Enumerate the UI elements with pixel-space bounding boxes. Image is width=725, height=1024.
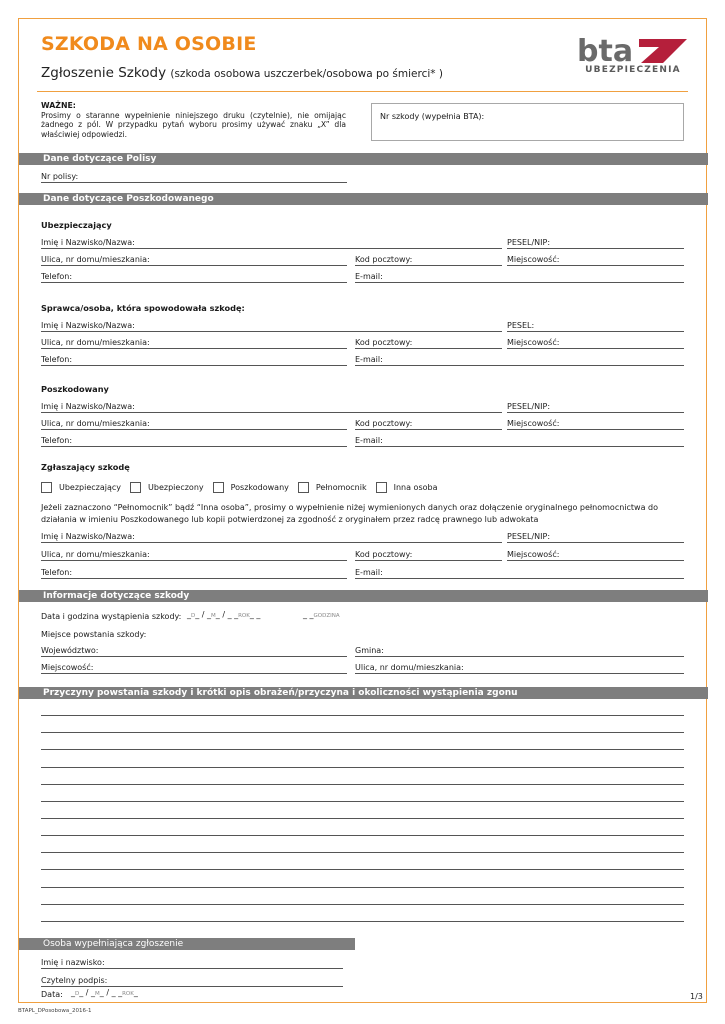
logo-text: bta xyxy=(577,34,634,67)
victim-heading: Poszkodowany xyxy=(41,384,109,394)
description-line[interactable] xyxy=(41,904,684,905)
insured-phone-field[interactable]: Telefon: xyxy=(41,271,347,283)
checkbox-other[interactable] xyxy=(376,482,387,493)
description-line[interactable] xyxy=(41,767,684,768)
section-claim-info-header: Informacje dotyczące szkody xyxy=(19,590,708,602)
claim-date-input[interactable]: _D_ / _M_ / _ _ROK_ _ xyxy=(187,610,261,619)
filler-date-input[interactable]: _D_ / _M_ / _ _ROK_ xyxy=(71,988,138,997)
reporter-street-field[interactable]: Ulica, nr domu/mieszkania: xyxy=(41,549,347,561)
locality-field[interactable]: Miejscowość: xyxy=(41,662,347,674)
reporter-email-field[interactable]: E-mail: xyxy=(355,567,684,579)
checkbox-other-label: Inna osoba xyxy=(393,483,438,492)
victim-phone-field[interactable]: Telefon: xyxy=(41,435,347,447)
section-filler-header: Osoba wypełniająca zgłoszenie xyxy=(19,938,355,950)
description-line[interactable] xyxy=(41,887,684,888)
form-code: BTAPL_DPosobowa_2016-1 xyxy=(18,1008,92,1014)
checkbox-attorney[interactable] xyxy=(298,482,309,493)
claim-hour-hint: GODZINA xyxy=(313,613,340,619)
perpetrator-email-field[interactable]: E-mail: xyxy=(355,354,684,366)
reporter-heading: Zgłaszający szkodę xyxy=(41,462,130,472)
claim-number-label: Nr szkody (wypełnia BTA): xyxy=(380,112,485,121)
checkbox-insurer-label: Ubezpieczający xyxy=(59,483,122,492)
checkbox-victim-label: Poszkodowany xyxy=(230,483,289,492)
bta-logo-icon xyxy=(575,33,687,67)
claim-year-hint: ROK xyxy=(238,613,250,619)
reporter-note: Jeżeli zaznaczono “Pełnomocnik” bądź “Inna osoba”, prosimy o wypełnienie niżej wymienionych danych oraz dołączenie oryginalnego pełnomocnictwa do działania w imieniu Poszkodowanego lub kopii potwierdzonej za zgodność z oryginałem przez radcę prawnego lub adwokata xyxy=(41,503,659,524)
form-page xyxy=(18,18,707,1003)
perpetrator-name-field[interactable]: Imię i Nazwisko/Nazwa: xyxy=(41,320,502,332)
description-line[interactable] xyxy=(41,835,684,836)
description-line[interactable] xyxy=(41,784,684,785)
victim-email-field[interactable]: E-mail: xyxy=(355,435,684,447)
voivodeship-field[interactable]: Województwo: xyxy=(41,645,347,657)
policy-number-field[interactable]: Nr polisy: xyxy=(41,171,347,183)
reporter-name-field[interactable]: Imię i Nazwisko/Nazwa: xyxy=(41,531,502,543)
victim-city-field[interactable]: Miejscowość: xyxy=(507,418,684,430)
filler-day-hint: D xyxy=(75,991,80,997)
victim-postal-field[interactable]: Kod pocztowy: xyxy=(355,418,502,430)
claim-time-input[interactable]: _ _GODZINA xyxy=(303,610,340,619)
section-causes-header: Przyczyny powstania szkody i krótki opis obrażeń/przyczyna i okoliczności wystąpienia zgonu xyxy=(19,687,708,699)
claim-number-box[interactable] xyxy=(371,103,684,141)
header-divider xyxy=(37,91,688,92)
claim-month-hint: M xyxy=(211,613,216,619)
claim-date-label: Data i godzina wystąpienia szkody: xyxy=(41,612,182,621)
form-title: SZKODA NA OSOBIE xyxy=(41,33,257,55)
description-line[interactable] xyxy=(41,818,684,819)
description-line[interactable] xyxy=(41,715,684,716)
checkbox-insurer[interactable] xyxy=(41,482,52,493)
insured-pesel-field[interactable]: PESEL/NIP: xyxy=(507,237,684,249)
form-subtitle xyxy=(41,65,443,81)
section-policy-header: Dane dotyczące Polisy xyxy=(19,153,708,165)
filler-name-field[interactable]: Imię i nazwisko: xyxy=(41,957,343,969)
insured-name-field[interactable]: Imię i Nazwisko/Nazwa: xyxy=(41,237,502,249)
perpetrator-postal-field[interactable]: Kod pocztowy: xyxy=(355,337,502,349)
victim-name-field[interactable]: Imię i Nazwisko/Nazwa: xyxy=(41,401,502,413)
subtitle-main: Zgłoszenie Szkody xyxy=(41,65,167,81)
checkbox-insured-label: Ubezpieczony xyxy=(148,483,204,492)
insured-street-field[interactable]: Ulica, nr domu/mieszkania: xyxy=(41,254,347,266)
insured-city-field[interactable]: Miejscowość: xyxy=(507,254,684,266)
page-number: 1/3 xyxy=(690,992,703,1001)
perpetrator-pesel-field[interactable]: PESEL: xyxy=(507,320,684,332)
description-line[interactable] xyxy=(41,921,684,922)
description-line[interactable] xyxy=(41,732,684,733)
description-line[interactable] xyxy=(41,749,684,750)
important-notice xyxy=(41,101,346,139)
perpetrator-phone-field[interactable]: Telefon: xyxy=(41,354,347,366)
reporter-options xyxy=(41,482,447,493)
notice-text: Prosimy o staranne wypełnienie niniejszego druku (czytelnie), nie omijając żadnego z pól. W przypadku pytań wyboru prosimy używać znaku „X” dla właściwiej odpowiedzi. xyxy=(41,110,346,139)
victim-pesel-field[interactable]: PESEL/NIP: xyxy=(507,401,684,413)
insured-postal-field[interactable]: Kod pocztowy: xyxy=(355,254,502,266)
reporter-postal-field[interactable]: Kod pocztowy: xyxy=(355,549,502,561)
description-line[interactable] xyxy=(41,852,684,853)
claim-street-field[interactable]: Ulica, nr domu/mieszkania: xyxy=(355,662,684,674)
description-line[interactable] xyxy=(41,869,684,870)
claim-day-hint: D xyxy=(191,613,196,619)
checkbox-attorney-label: Pełnomocnik xyxy=(315,483,367,492)
insured-heading: Ubezpieczający xyxy=(41,220,112,230)
notice-heading: WAŻNE: xyxy=(41,101,76,110)
perpetrator-heading: Sprawca/osoba, która spowodowała szkodę: xyxy=(41,303,245,313)
checkbox-victim[interactable] xyxy=(213,482,224,493)
insured-email-field[interactable]: E-mail: xyxy=(355,271,684,283)
victim-street-field[interactable]: Ulica, nr domu/mieszkania: xyxy=(41,418,347,430)
filler-year-hint: ROK xyxy=(122,991,134,997)
filler-month-hint: M xyxy=(95,991,100,997)
filler-date-label: Data: xyxy=(41,990,63,999)
signature-field[interactable]: Czytelny podpis: xyxy=(41,975,343,987)
claim-place-label: Miejsce powstania szkody: xyxy=(41,630,147,639)
commune-field[interactable]: Gmina: xyxy=(355,645,684,657)
reporter-pesel-field[interactable]: PESEL/NIP: xyxy=(507,531,684,543)
perpetrator-city-field[interactable]: Miejscowość: xyxy=(507,337,684,349)
subtitle-detail: (szkoda osobowa uszczerbek/osobowa po śmierci* ) xyxy=(170,68,443,80)
reporter-city-field[interactable]: Miejscowość: xyxy=(507,549,684,561)
checkbox-insured[interactable] xyxy=(130,482,141,493)
reporter-phone-field[interactable]: Telefon: xyxy=(41,567,347,579)
bta-logo xyxy=(575,33,687,85)
perpetrator-street-field[interactable]: Ulica, nr domu/mieszkania: xyxy=(41,337,347,349)
description-line[interactable] xyxy=(41,801,684,802)
logo-word: UBEZPIECZENIA xyxy=(585,65,681,75)
section-injured-header: Dane dotyczące Poszkodowanego xyxy=(19,193,708,205)
